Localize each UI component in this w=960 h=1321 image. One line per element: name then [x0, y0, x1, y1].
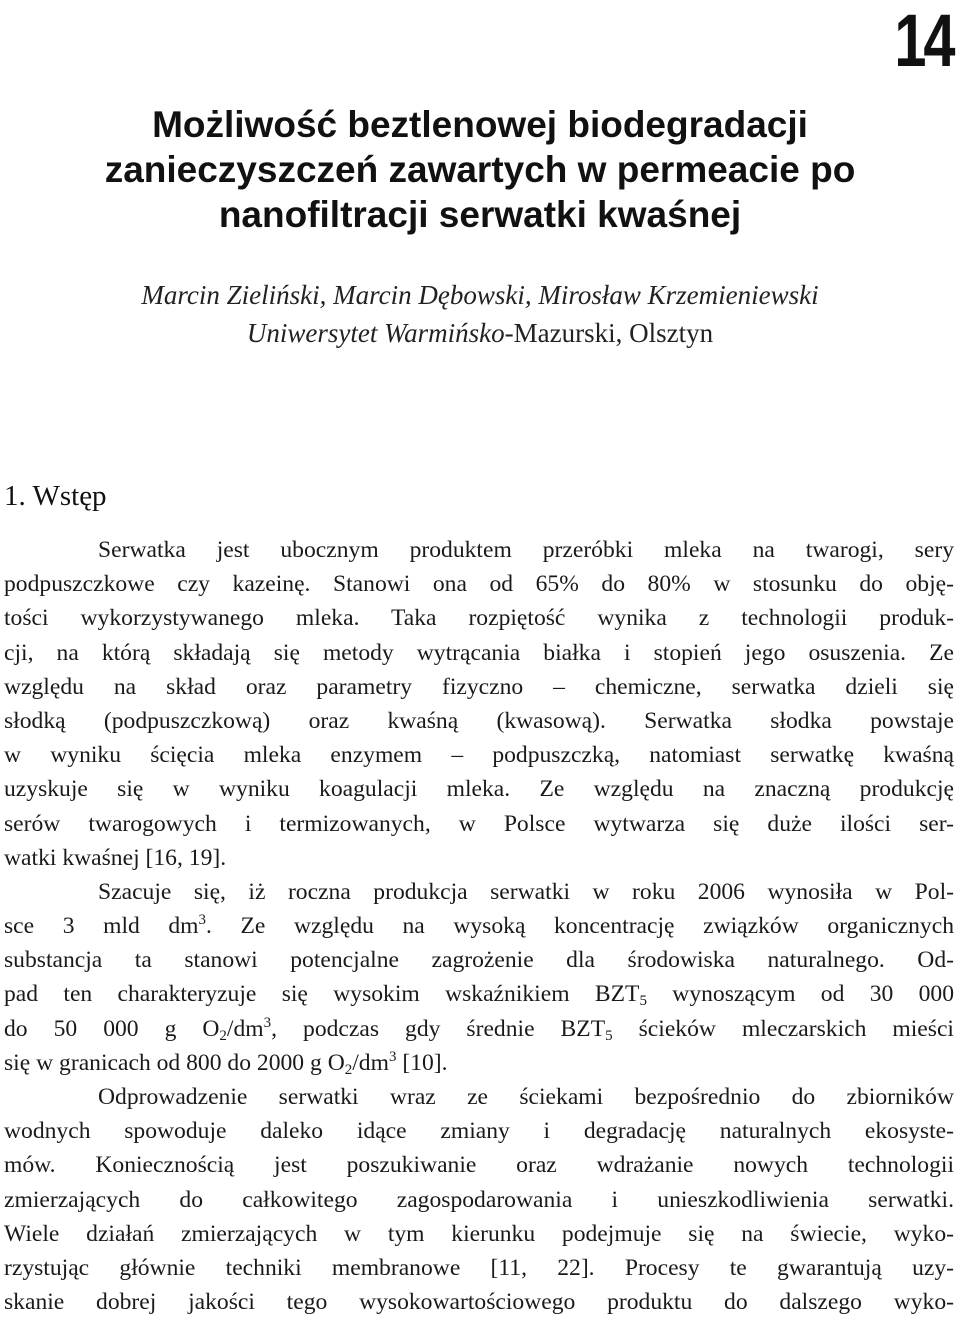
text-line: cji, na którą składają się metody wytrącania białka i stopień jego osuszenia. Ze — [4, 639, 954, 666]
text-segment: , podczas gdy średnie BZT — [271, 1015, 606, 1042]
paper-title — [0, 102, 960, 237]
affiliation-location: -Mazurski, Olsztyn — [504, 318, 714, 348]
affiliation-university: Uniwersytet Warmińsko — [246, 318, 505, 348]
text-line: serów twarogowych i termizowanych, w Polsce wytwarza się duże ilości ser- — [4, 810, 954, 837]
text-line: podpuszczkowe czy kazeinę. Stanowi ona od 65% do 80% w stosunku do obję- — [4, 571, 954, 598]
text-segment: pad ten charakteryzuje się wysokim wskaźnikiem BZT — [4, 981, 640, 1008]
body-text — [4, 533, 954, 1319]
subscript: 5 — [605, 1027, 613, 1044]
text-segment: do 50 000 g O — [4, 1015, 220, 1042]
text-line: uzyskuje się w wyniku koagulacji mleka. Ze względu na znaczną produkcję — [4, 776, 954, 803]
superscript: 3 — [198, 912, 207, 929]
title-line: Możliwość beztlenowej biodegradacji — [152, 104, 808, 145]
text-line — [4, 977, 954, 1011]
text-line: substancja ta stanowi potencjalne zagrożenie dla środowiska naturalnego. Od- — [4, 947, 954, 974]
subscript: 5 — [639, 993, 647, 1010]
superscript: 3 — [388, 1048, 397, 1065]
subscript: 2 — [219, 1027, 227, 1044]
text-line: zmierzających do całkowitego zagospodarowania i unieszkodliwienia serwatki. — [4, 1186, 954, 1213]
text-segment: się w granicach od 800 do 2000 g O — [4, 1049, 345, 1076]
text-line: tości wykorzystywanego mleka. Taka rozpiętość wynika z technologii produk- — [4, 605, 954, 632]
authors-line: Marcin Zieliński, Marcin Dębowski, Mirosław Krzemieniewski — [141, 280, 819, 310]
text-line — [4, 1046, 954, 1080]
text-line: Wiele działań zmierzających w tym kierunku podejmuje się na świecie, wyko- — [4, 1220, 954, 1247]
text-line: wodnych spowoduje daleko idące zmiany i degradację naturalnych ekosyste- — [4, 1118, 954, 1145]
title-line: nanofiltracji serwatki kwaśnej — [218, 194, 742, 235]
affiliation-line — [0, 314, 960, 352]
text-line: względu na skład oraz parametry fizyczno – chemiczne, serwatka dzieli się — [4, 673, 954, 700]
text-line: w wyniku ścięcia mleka enzymem – podpuszczką, natomiast serwatkę kwaśną — [4, 742, 954, 769]
text-line: skanie dobrej jakości tego wysokowartościowego produktu do dalszego wyko- — [4, 1289, 954, 1316]
text-line: słodką (podpuszczkową) oraz kwaśną (kwasową). Serwatka słodka powstaje — [4, 707, 954, 734]
text-line: watki kwaśnej [16, 19]. — [4, 844, 227, 871]
text-segment: wynoszącym od 30 000 — [646, 981, 954, 1008]
text-line: Serwatka jest ubocznym produktem przeróbki mleka na twarogi, sery — [98, 537, 954, 563]
text-line — [4, 1012, 954, 1046]
text-line: rzystując głównie techniki membranowe [11, 22]. Procesy te gwarantują uzy- — [4, 1254, 954, 1281]
chapter-number: 14 — [894, 0, 952, 82]
text-segment: . Ze względu na wysoką koncentrację związków organicznych — [206, 913, 954, 940]
text-segment: [10]. — [396, 1049, 448, 1076]
text-segment: /dm — [352, 1049, 389, 1076]
subscript: 2 — [344, 1061, 353, 1078]
text-line: Szacuje się, iż roczna produkcja serwatki w roku 2006 wynosiła w Pol- — [98, 878, 954, 905]
section-heading: 1. Wstęp — [4, 480, 107, 512]
text-segment: sce 3 mld dm — [4, 913, 199, 940]
text-segment: /dm — [226, 1015, 264, 1042]
text-line — [4, 909, 954, 943]
author-block — [0, 276, 960, 352]
title-line: zanieczyszczeń zawartych w permeacie po — [104, 149, 856, 190]
text-line: Odprowadzenie serwatki wraz ze ściekami bezpośrednio do zbiorników — [98, 1084, 954, 1110]
text-segment: ścieków mleczarskich mieści — [612, 1015, 954, 1042]
text-line: mów. Koniecznością jest poszukiwanie oraz wdrażanie nowych technologii — [4, 1152, 954, 1179]
superscript: 3 — [263, 1014, 272, 1031]
